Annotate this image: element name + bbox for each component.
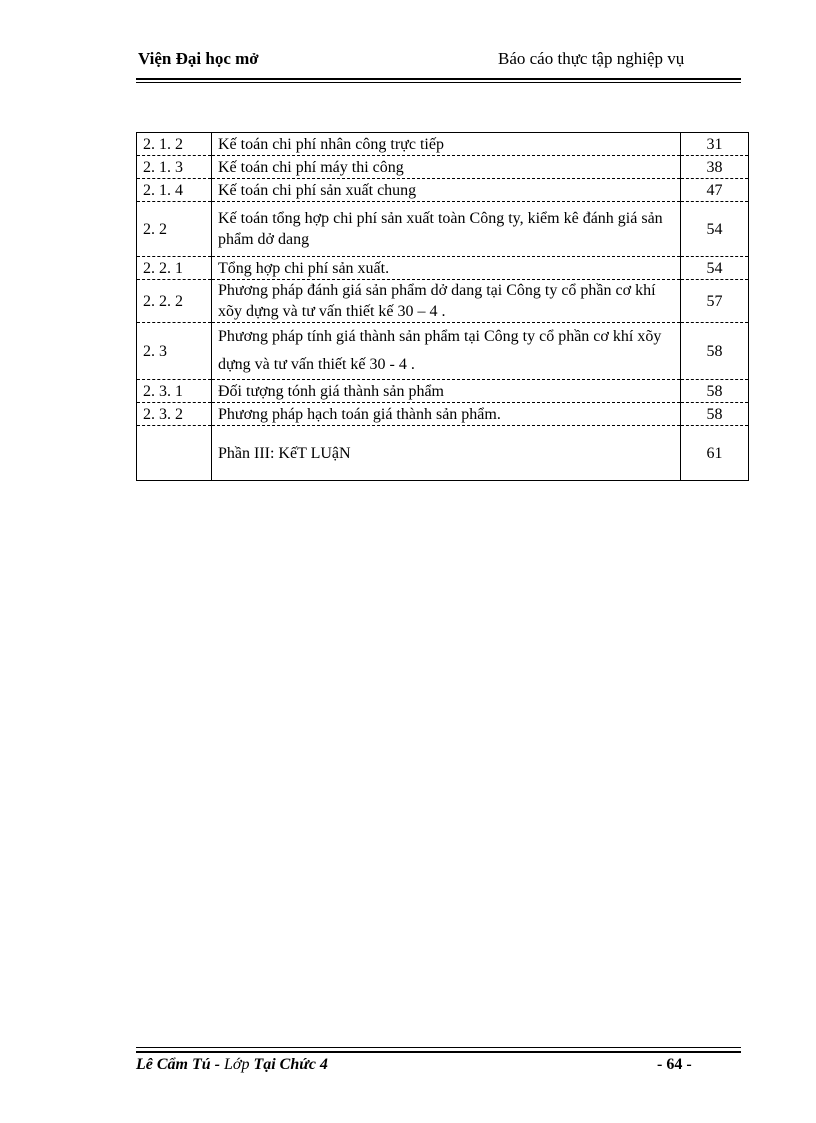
toc-row [137, 323, 749, 380]
toc-page-number: 61 [681, 426, 749, 481]
toc-section-title: Đối tượng tónh giá thành sản phẩm [212, 380, 681, 403]
toc-row [137, 133, 749, 156]
toc-section-title: Kế toán chi phí nhân công trực tiếp [212, 133, 681, 156]
toc-section-title: Phương pháp tính giá thành sản phẩm tại Công ty cổ phần cơ khí xõy dựng và tư vấn thiết kế 30 - 4 . [212, 323, 681, 380]
toc-page-number: 57 [681, 280, 749, 323]
toc-section-title: Tổng hợp chi phí sản xuất. [212, 257, 681, 280]
toc-section-title: Kế toán tổng hợp chi phí sản xuất toàn Công ty, kiểm kê đánh giá sản phẩm dở dang [212, 202, 681, 257]
toc-row [137, 280, 749, 323]
toc-page-number: 38 [681, 156, 749, 179]
toc-section-number: 2. 2. 2 [137, 280, 212, 323]
toc-section-number: 2. 2. 1 [137, 257, 212, 280]
table-of-contents [136, 132, 749, 481]
toc-section-title: Phần III: KếT LUậN [212, 426, 681, 481]
toc-page-number: 58 [681, 380, 749, 403]
toc-page-number: 58 [681, 403, 749, 426]
toc-section-title: Kế toán chi phí máy thi công [212, 156, 681, 179]
toc-section-number: 2. 2 [137, 202, 212, 257]
footer-author [136, 1056, 328, 1074]
footer-class-label: Lớp [224, 1056, 250, 1073]
toc-row [137, 403, 749, 426]
header-rule-top [136, 78, 741, 80]
footer-author-name: Lê Cẩm Tú - [136, 1056, 224, 1073]
toc-page-number: 58 [681, 323, 749, 380]
page-number: - 64 - [657, 1056, 692, 1073]
header-rule-bottom [136, 82, 741, 83]
toc-row [137, 156, 749, 179]
footer-class-name: Tại Chức 4 [249, 1056, 328, 1073]
toc-section-number: 2. 1. 2 [137, 133, 212, 156]
header-report-title: Báo cáo thực tập nghiệp vụ [498, 49, 685, 68]
toc-row [137, 179, 749, 202]
toc-page-number: 47 [681, 179, 749, 202]
toc-section-title: Phương pháp đánh giá sản phẩm dở dang tại Công ty cổ phần cơ khí xõy dựng và tư vấn thiết kế 30 – 4 . [212, 280, 681, 323]
toc-section-number: 2. 3. 1 [137, 380, 212, 403]
toc-row [137, 426, 749, 481]
toc-section-number: 2. 3. 2 [137, 403, 212, 426]
toc-row [137, 202, 749, 257]
footer-rule-bottom [136, 1051, 741, 1053]
toc-section-number [137, 426, 212, 481]
toc-section-title: Phương pháp hạch toán giá thành sản phẩm. [212, 403, 681, 426]
toc-page-number: 54 [681, 257, 749, 280]
toc-page-number: 54 [681, 202, 749, 257]
toc-section-number: 2. 1. 4 [137, 179, 212, 202]
footer-rule-top [136, 1047, 741, 1048]
toc-row [137, 257, 749, 280]
toc-row [137, 380, 749, 403]
toc-section-number: 2. 1. 3 [137, 156, 212, 179]
header-institution: Viện Đại học mở [138, 49, 259, 68]
toc-section-number: 2. 3 [137, 323, 212, 380]
toc-section-title: Kế toán chi phí sản xuất chung [212, 179, 681, 202]
toc-page-number: 31 [681, 133, 749, 156]
